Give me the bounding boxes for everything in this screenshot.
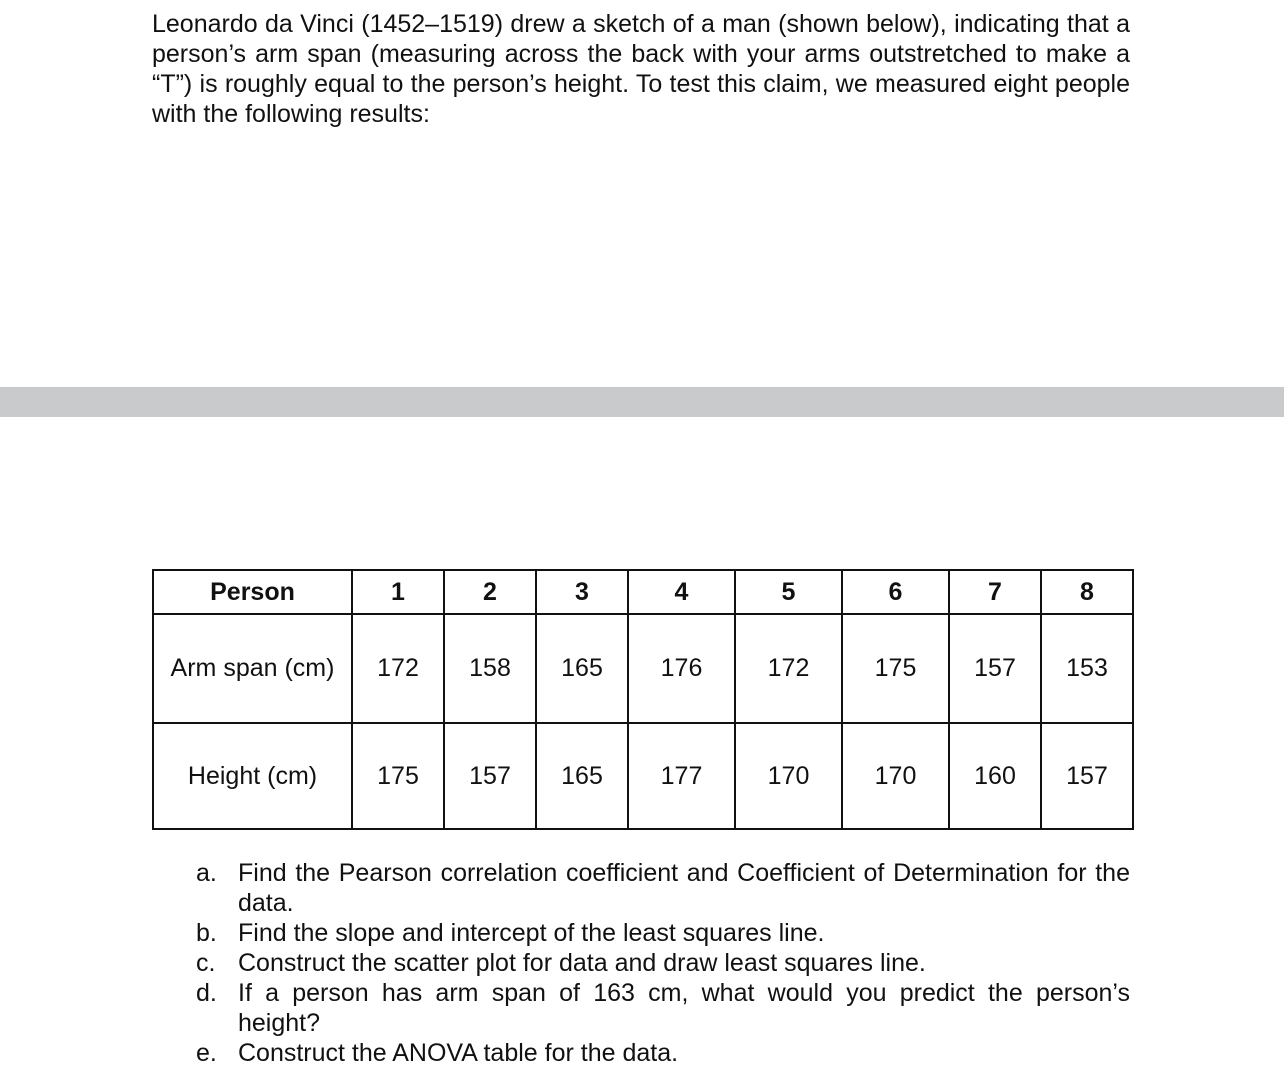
question-item: [196, 948, 1130, 978]
person-number: 2: [444, 570, 536, 614]
person-number: 3: [536, 570, 628, 614]
question-marker: a.: [196, 859, 217, 887]
person-number: 1: [352, 570, 444, 614]
table-cell: 172: [735, 614, 842, 723]
question-text: Find the Pearson correlation coefficient and Coefficient of Determination for the data.: [238, 859, 1130, 917]
question-text: Construct the scatter plot for data and draw least squares line.: [238, 949, 926, 977]
table-cell: 175: [842, 614, 949, 723]
intro-paragraph: Leonardo da Vinci (1452–1519) drew a sketch of a man (shown below), indicating that a person’s arm span (measuring across the back with your arms outstretched to make a “T”) is roughly equal to the person’s height. To test this claim, we measured eight people with the following results:: [152, 10, 1130, 128]
height-row: [153, 723, 1133, 829]
table-cell: 176: [628, 614, 735, 723]
person-number: 6: [842, 570, 949, 614]
question-text: If a person has arm span of 163 cm, what would you predict the person’s height?: [238, 979, 1130, 1037]
table-cell: 175: [352, 723, 444, 829]
question-marker: c.: [196, 949, 216, 977]
question-text: Find the slope and intercept of the least squares line.: [238, 919, 825, 947]
header-label: Person: [153, 570, 352, 614]
table-header-row: [153, 570, 1133, 614]
table-cell: 157: [949, 614, 1041, 723]
person-number: 5: [735, 570, 842, 614]
question-item: [196, 918, 1130, 948]
table-cell: 157: [1041, 723, 1133, 829]
table-cell: 165: [536, 614, 628, 723]
question-marker: e.: [196, 1039, 217, 1067]
table-cell: 157: [444, 723, 536, 829]
table-cell: 158: [444, 614, 536, 723]
table-cell: 177: [628, 723, 735, 829]
table-cell: 170: [735, 723, 842, 829]
question-text: Construct the ANOVA table for the data.: [238, 1039, 679, 1067]
table-cell: 153: [1041, 614, 1133, 723]
table-cell: 165: [536, 723, 628, 829]
person-number: 4: [628, 570, 735, 614]
question-item: [196, 978, 1130, 1038]
question-item: [196, 858, 1130, 918]
question-marker: b.: [196, 919, 217, 947]
table-cell: 160: [949, 723, 1041, 829]
table-cell: 170: [842, 723, 949, 829]
person-number: 8: [1041, 570, 1133, 614]
question-item: [196, 1038, 1130, 1068]
table-cell: 172: [352, 614, 444, 723]
row-label: Height (cm): [153, 723, 352, 829]
question-marker: d.: [196, 979, 217, 1007]
measurements-table: [152, 569, 1134, 830]
row-label: Arm span (cm): [153, 614, 352, 723]
person-number: 7: [949, 570, 1041, 614]
image-placeholder-band: [0, 387, 1284, 417]
arm-span-row: [153, 614, 1133, 723]
question-list: [196, 858, 1130, 1068]
